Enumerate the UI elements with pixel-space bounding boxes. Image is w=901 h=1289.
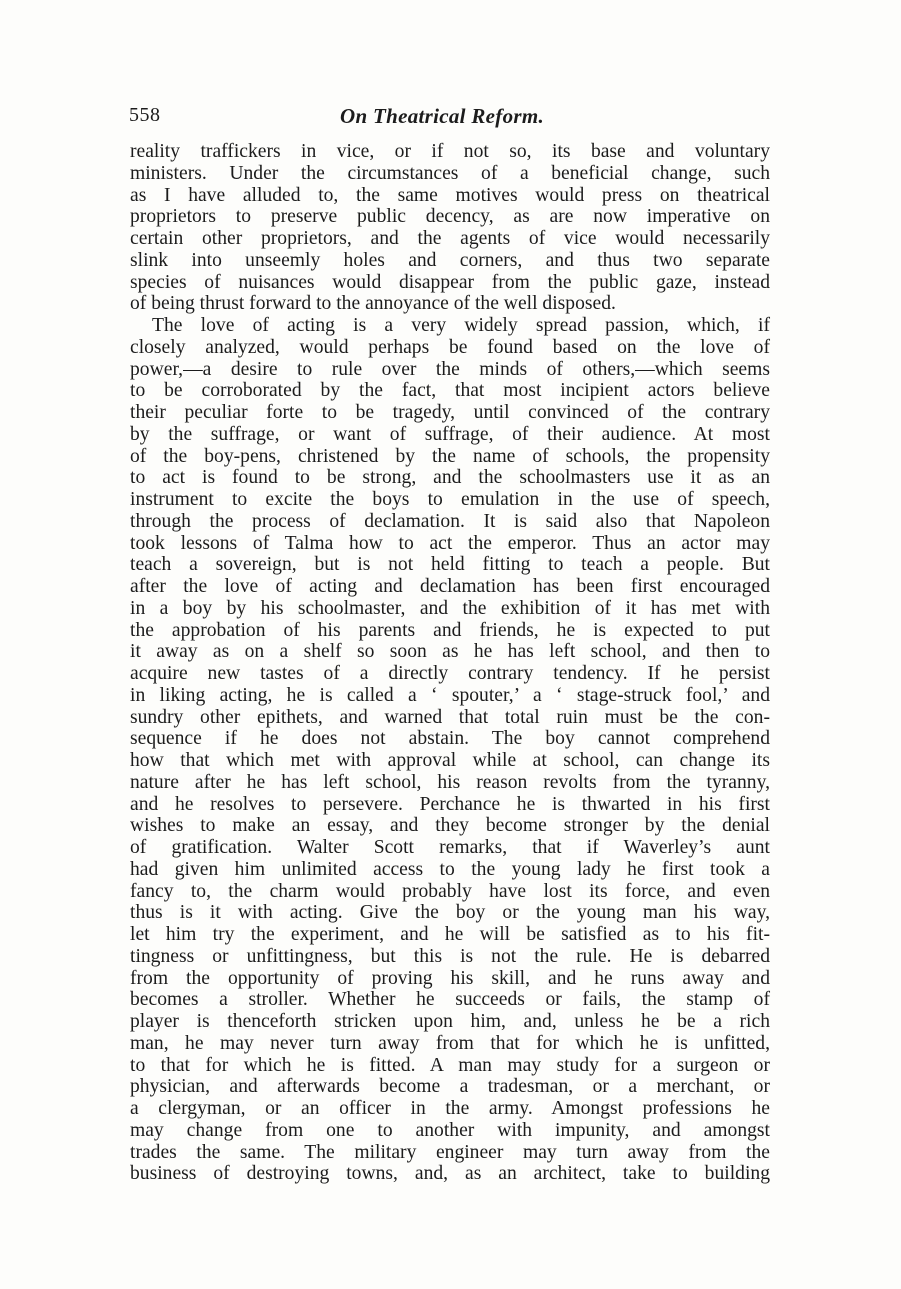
text-line: man, he may never turn away from that for which he is unfitted, (130, 1032, 770, 1054)
text-line: took lessons of Talma how to act the emperor. Thus an actor may (130, 532, 770, 554)
text-line: of gratification. Walter Scott remarks, that if Waverley’s aunt (130, 837, 770, 858)
running-head (129, 104, 769, 134)
text-line: of being thrust forward to the annoyance of the well disposed. (130, 293, 616, 315)
text-line: reality traffickers in vice, or if not so, its base and voluntary (130, 141, 770, 162)
text-line: ministers. Under the circumstances of a beneficial change, such (130, 162, 770, 184)
running-title: On Theatrical Reform. (340, 104, 545, 128)
text-line: of the boy-pens, christened by the name of schools, the propensity (130, 445, 770, 467)
text-line: may change from one to another with impunity, and amongst (130, 1119, 770, 1141)
text-line: power,—a desire to rule over the minds of others,—which seems (130, 358, 770, 380)
text-line: nature after he has left school, his reason revolts from the tyranny, (130, 771, 770, 793)
text-line: after the love of acting and declamation has been first encouraged (130, 576, 770, 597)
text-line: closely analyzed, would perhaps be found based on the love of (130, 336, 770, 358)
text-line: species of nuisances would disappear from the public gaze, instead (130, 271, 770, 293)
text-line: acquire new tastes of a directly contrary tendency. If he persist (130, 663, 770, 684)
text-line: trades the same. The military engineer may turn away from the (130, 1141, 770, 1163)
text-line: their peculiar forte to be tragedy, until convinced of the contrary (130, 402, 770, 423)
text-line: it away as on a shelf so soon as he has left school, and then to (130, 641, 770, 663)
page-number: 558 (129, 104, 161, 126)
text-line: to act is found to be strong, and the schoolmasters use it as an (130, 467, 770, 489)
text-line: slink into unseemly holes and corners, and thus two separate (130, 249, 770, 271)
text-line: business of destroying towns, and, as an architect, take to building (130, 1163, 770, 1185)
text-line: as I have alluded to, the same motives would press on theatrical (130, 184, 770, 206)
text-line: the approbation of his parents and friends, he is expected to put (130, 619, 770, 641)
text-line: The love of acting is a very widely spread passion, which, if (152, 315, 770, 336)
text-line: certain other proprietors, and the agents of vice would necessarily (130, 228, 770, 249)
text-line: and he resolves to persevere. Perchance he is thwarted in his first (130, 793, 770, 815)
text-line: thus is it with acting. Give the boy or the young man his way, (130, 902, 770, 924)
text-line: wishes to make an essay, and they become stronger by the denial (130, 815, 770, 837)
text-line: player is thenceforth stricken upon him, and, unless he be a rich (130, 1011, 770, 1032)
text-line: becomes a stroller. Whether he succeeds or fails, the stamp of (130, 989, 770, 1011)
text-line: from the opportunity of proving his skill, and he runs away and (130, 967, 770, 989)
text-line: physician, and afterwards become a tradesman, or a merchant, or (130, 1076, 770, 1098)
text-line: sundry other epithets, and warned that total ruin must be the con- (130, 706, 770, 728)
text-line: a clergyman, or an officer in the army. Amongst professions he (130, 1098, 770, 1119)
text-line: how that which met with approval while at school, can change its (130, 750, 770, 771)
text-line: instrument to excite the boys to emulation in the use of speech, (130, 489, 770, 510)
text-line: tingness or unfittingness, but this is not the rule. He is debarred (130, 945, 770, 967)
text-line: proprietors to preserve public decency, as are now imperative on (130, 206, 770, 228)
text-line: fancy to, the charm would probably have lost its force, and even (130, 880, 770, 902)
text-line: by the suffrage, or want of suffrage, of their audience. At most (130, 423, 770, 445)
text-line: to that for which he is fitted. A man may study for a surgeon or (130, 1054, 770, 1076)
body-text (130, 141, 770, 1185)
text-line: let him try the experiment, and he will be satisfied as to his fit- (130, 924, 770, 945)
text-line: had given him unlimited access to the young lady he first took a (130, 858, 770, 880)
text-line: teach a sovereign, but is not held fitting to teach a people. But (130, 554, 770, 576)
text-line: to be corroborated by the fact, that most incipient actors believe (130, 380, 770, 402)
text-line: in liking acting, he is called a ‘ spouter,’ a ‘ stage-struck fool,’ and (130, 684, 770, 706)
text-line: in a boy by his schoolmaster, and the exhibition of it has met with (130, 597, 770, 619)
text-line: through the process of declamation. It is said also that Napoleon (130, 510, 770, 532)
text-line: sequence if he does not abstain. The boy cannot comprehend (130, 728, 770, 750)
